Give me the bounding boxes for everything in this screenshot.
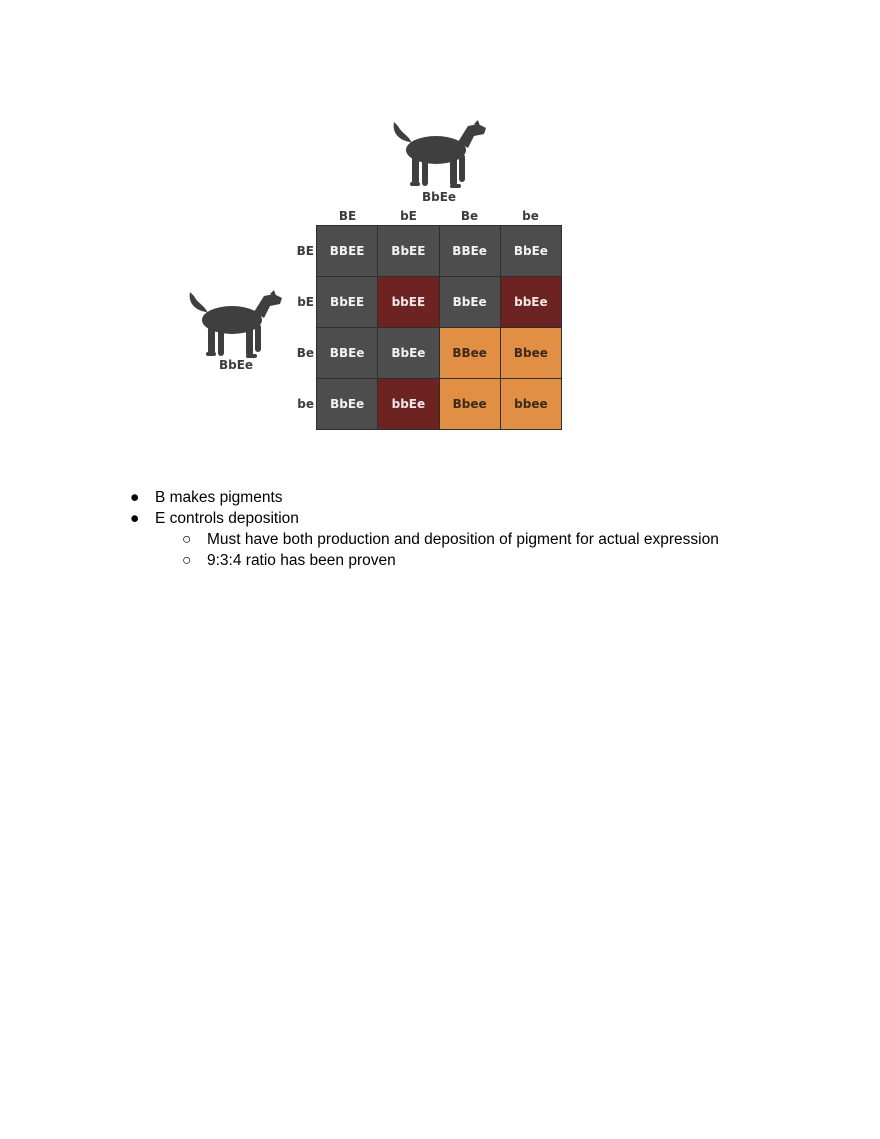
- punnett-cell: BBEe: [317, 328, 377, 378]
- punnett-cell: BbEE: [317, 277, 377, 327]
- list-item-text: Must have both production and deposition of pigment for actual expression: [207, 531, 719, 548]
- list-item-text: E controls deposition: [155, 510, 299, 527]
- punnett-cell: BBee: [440, 328, 500, 378]
- column-header: Be: [460, 209, 479, 223]
- punnett-square: [316, 225, 562, 430]
- punnett-cell: BbEe: [440, 277, 500, 327]
- bullet-icon: ●: [130, 489, 140, 506]
- punnett-cell: bbEe: [378, 379, 438, 429]
- row-header: Be: [296, 346, 314, 360]
- punnett-cell: bbEE: [378, 277, 438, 327]
- punnett-cell: BbEe: [501, 226, 561, 276]
- bullet-icon: ●: [130, 510, 140, 527]
- list-item-text: 9:3:4 ratio has been proven: [207, 552, 396, 569]
- column-header: be: [522, 209, 539, 223]
- dog-silhouette-left: [184, 284, 286, 360]
- punnett-cell: Bbee: [440, 379, 500, 429]
- left-parent-genotype: BbEe: [218, 358, 254, 372]
- punnett-cell: BbEe: [378, 328, 438, 378]
- top-parent-genotype: BbEe: [421, 190, 457, 204]
- row-header: be: [297, 397, 314, 411]
- row-header: bE: [297, 295, 314, 309]
- dog-silhouette-top: [388, 114, 490, 190]
- hollow-bullet-icon: ○: [182, 531, 192, 548]
- column-header: BE: [338, 209, 357, 223]
- punnett-cell: bbee: [501, 379, 561, 429]
- punnett-cell: BbEe: [317, 379, 377, 429]
- punnett-cell: BBEE: [317, 226, 377, 276]
- column-header: bE: [400, 209, 417, 223]
- row-header: BE: [296, 244, 314, 258]
- punnett-cell: BBEe: [440, 226, 500, 276]
- punnett-cell: Bbee: [501, 328, 561, 378]
- list-item-text: B makes pigments: [155, 489, 283, 506]
- punnett-cell: BbEE: [378, 226, 438, 276]
- hollow-bullet-icon: ○: [182, 552, 192, 569]
- punnett-cell: bbEe: [501, 277, 561, 327]
